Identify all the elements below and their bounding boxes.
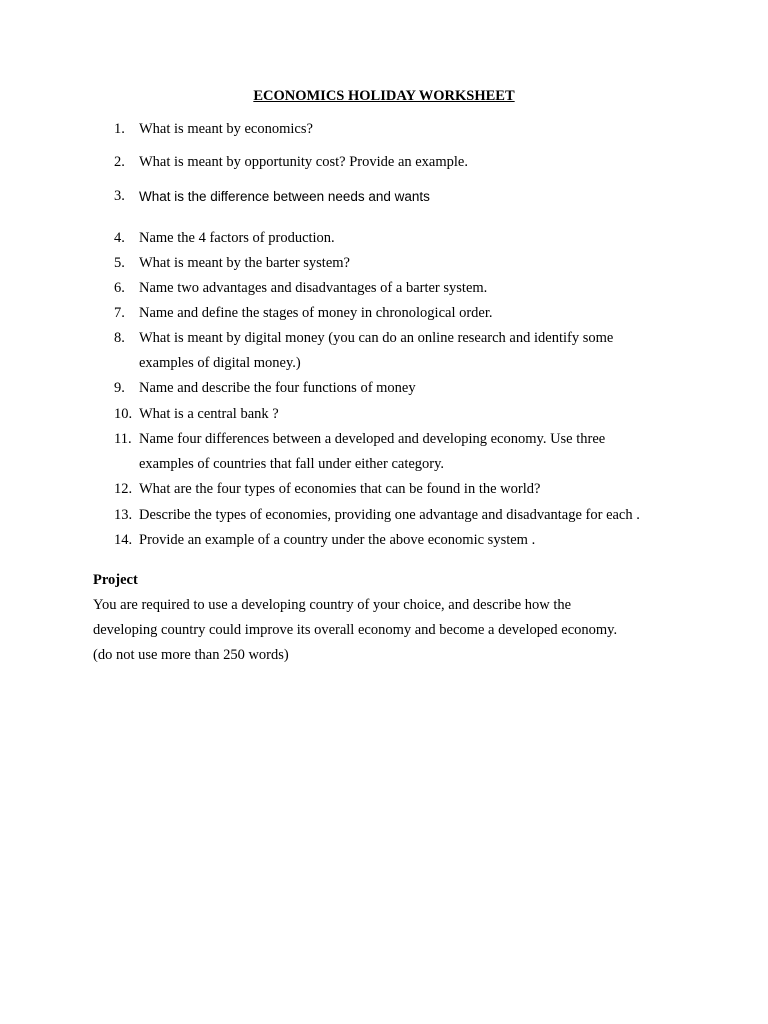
question-11	[114, 427, 674, 472]
question-number: 6.	[114, 280, 125, 296]
question-number: 2.	[114, 154, 125, 170]
question-text: Name and describe the four functions of money	[139, 380, 416, 396]
project-text-line: You are required to use a developing country of your choice, and describe how the	[93, 597, 572, 613]
question-text: What is the difference between needs and wants	[139, 189, 430, 204]
question-text: What is a central bank ?	[139, 406, 279, 422]
question-number: 4.	[114, 230, 125, 246]
question-text: Name the 4 factors of production.	[139, 230, 335, 246]
question-7	[114, 301, 674, 326]
question-number: 10.	[114, 406, 133, 422]
question-number: 13.	[114, 507, 133, 523]
question-12	[114, 477, 674, 502]
question-number: 5.	[114, 255, 125, 271]
question-text: What is meant by opportunity cost? Provide an example.	[139, 154, 468, 170]
question-10	[114, 402, 674, 427]
question-number: 9.	[114, 380, 125, 396]
question-number: 7.	[114, 305, 125, 321]
question-text: Name four differences between a developed and developing economy. Use three	[139, 431, 606, 447]
question-8	[114, 326, 674, 371]
question-number: 11.	[114, 431, 132, 447]
project-heading: Project	[93, 572, 138, 588]
question-text: What is meant by digital money (you can do an online research and identify some	[139, 330, 614, 346]
question-text: Name two advantages and disadvantages of a barter system.	[139, 280, 488, 296]
project-text-line: developing country could improve its overall economy and become a developed economy.	[93, 622, 618, 638]
question-6	[114, 276, 674, 301]
question-text: Name and define the stages of money in chronological order.	[139, 305, 493, 321]
question-number: 12.	[114, 481, 133, 497]
question-number: 8.	[114, 330, 125, 346]
question-text-continued: examples of countries that fall under either category.	[139, 456, 445, 472]
question-3	[114, 184, 674, 209]
question-13	[114, 503, 674, 528]
question-number: 3.	[114, 188, 125, 204]
question-text: Provide an example of a country under the above economic system .	[139, 532, 536, 548]
worksheet-title: ECONOMICS HOLIDAY WORKSHEET	[253, 88, 515, 104]
question-text: What are the four types of economies that can be found in the world?	[139, 481, 541, 497]
question-text: What is meant by economics?	[139, 121, 313, 137]
question-9	[114, 376, 674, 401]
question-number: 14.	[114, 532, 133, 548]
question-text-continued: examples of digital money.)	[139, 355, 301, 371]
question-14	[114, 528, 674, 553]
project-word-limit: (do not use more than 250 words)	[93, 647, 289, 663]
question-5	[114, 251, 674, 276]
question-text: What is meant by the barter system?	[139, 255, 350, 271]
question-number: 1.	[114, 121, 125, 137]
question-2	[114, 150, 674, 175]
question-text: Describe the types of economies, providing one advantage and disadvantage for each .	[139, 507, 640, 523]
question-1	[114, 117, 674, 142]
question-4	[114, 226, 674, 251]
